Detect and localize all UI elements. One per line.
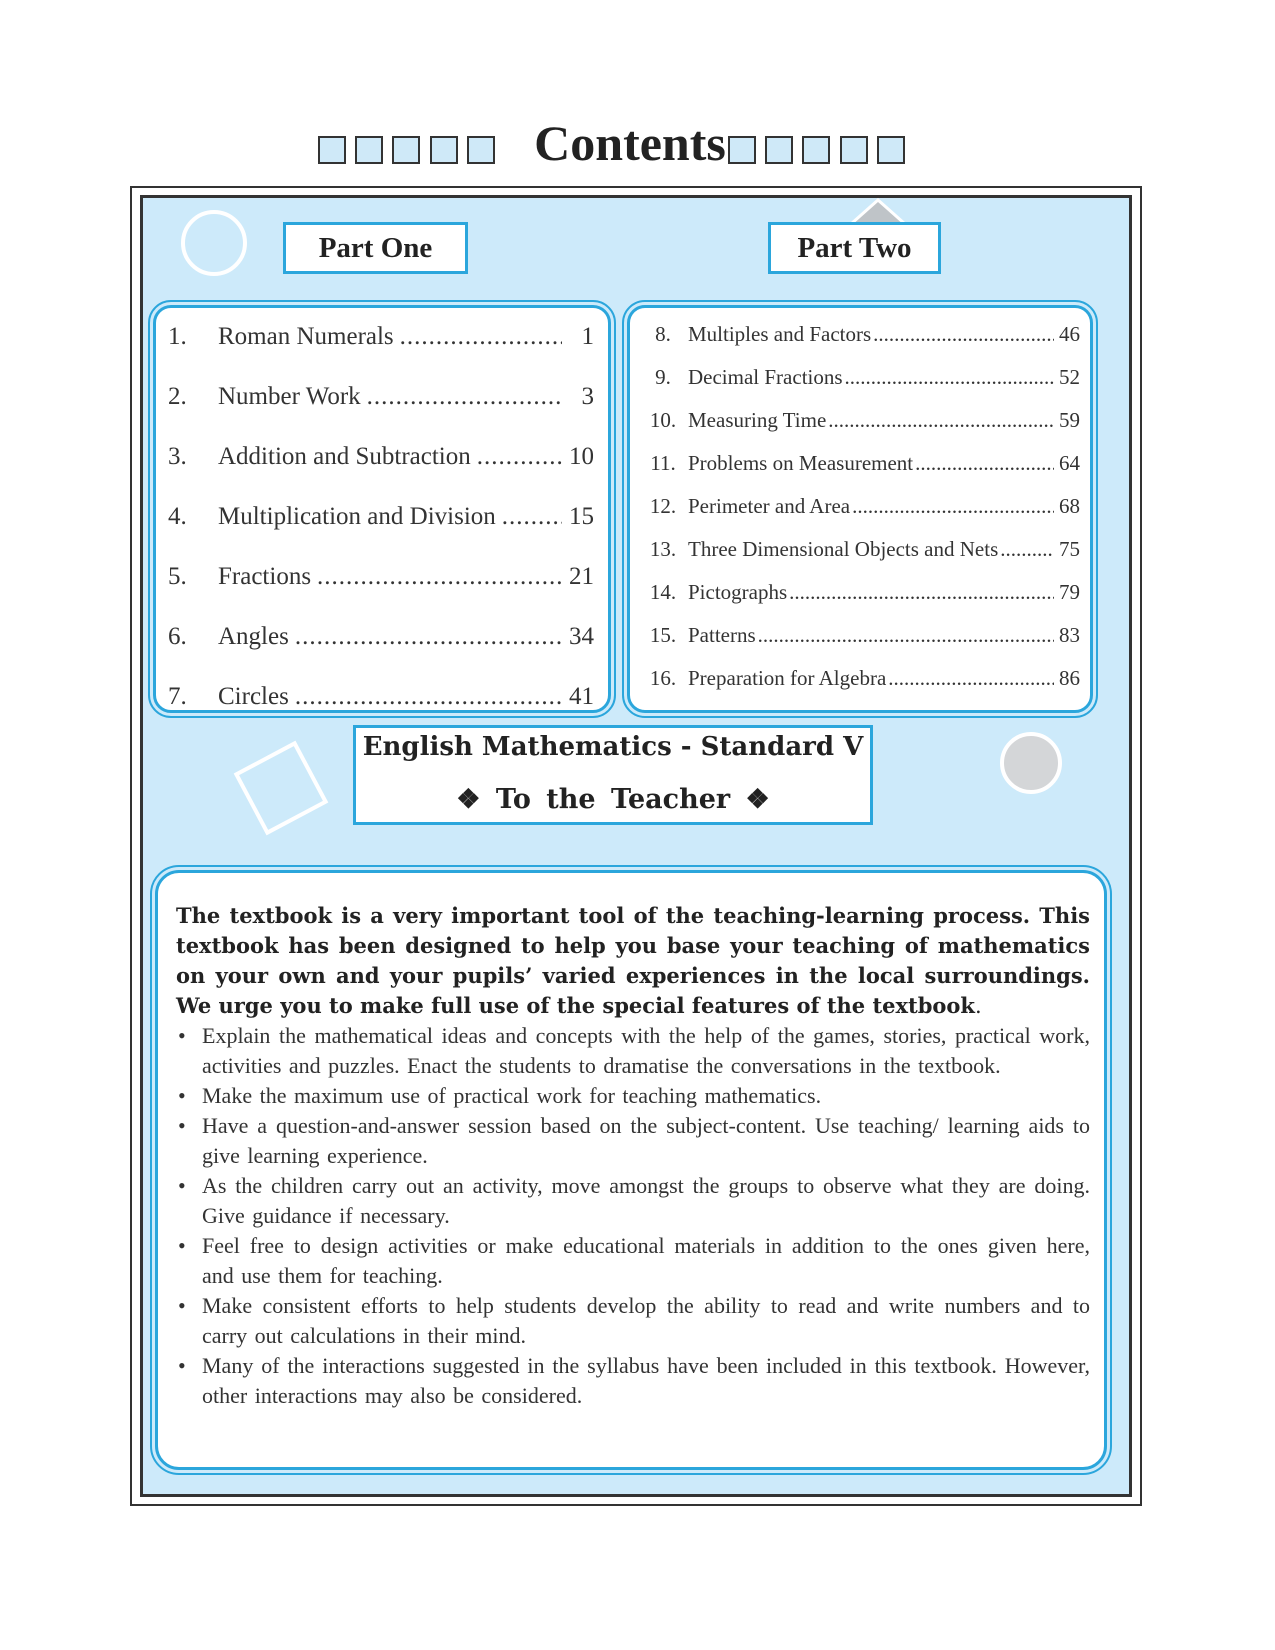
contents-item[interactable]: 3. Addition and Subtraction ..... 10 [168,443,594,483]
title-square [877,136,905,164]
contents-item[interactable]: 10. Measuring Time ..... 59 [638,408,1080,442]
contents-item[interactable]: 15. Patterns ..... 83 [638,623,1080,657]
contents-item[interactable]: 13. Three Dimensional Objects and Nets ..... 75 [638,537,1080,571]
list-item: • Many of the interactions suggested in the syllabus have been included in this textbook. However, other interactions may also be considered. [178,1353,1090,1408]
list-item: • Feel free to design activities or make educational materials in addition to the ones given here, and use them for teaching. [178,1233,1090,1288]
title-square [802,136,830,164]
title-square [392,136,420,164]
title-square [318,136,346,164]
contents-item[interactable]: 11. Problems on Measurement ..... 64 [638,451,1080,485]
title-row [0,115,1275,178]
page-title: Contents [534,115,726,171]
part-one-contents [153,305,611,713]
list-item: • Make the maximum use of practical work for teaching mathematics. [178,1083,822,1108]
list-item: • Have a question-and-answer session based on the subject-content. Use teaching/ learning aids to give learning experience. [178,1113,1090,1168]
contents-item[interactable]: 9. Decimal Fractions ..... 52 [638,365,1080,399]
decorative-circle [181,210,247,276]
contents-item[interactable]: 1. Roman Numerals ..... 1 [168,323,594,363]
teacher-intro: The textbook is a very important tool of the teaching-learning process. This textbook has been designed to help you base your teaching of mathematics on your own and your pupils’ varied experiences in the local surroundings. We urge you to make full use of the special features of the textbook. [176,903,1090,1018]
section-title: ❖ To the Teacher ❖ [456,784,770,815]
teacher-bullet-list [176,1021,1090,1411]
contents-item[interactable]: 12. Perimeter and Area ..... 68 [638,494,1080,528]
list-item: • As the children carry out an activity, move amongst the groups to observe what they are doing. Give guidance if necessary. [178,1173,1090,1228]
title-square [765,136,793,164]
decorative-circle-grey [1000,732,1062,794]
title-square [728,136,756,164]
title-square [467,136,495,164]
part-two-heading: Part Two [768,222,941,274]
contents-item[interactable]: 14. Pictographs ..... 79 [638,580,1080,614]
book-name: English Mathematics - Standard V [362,732,864,762]
teacher-notes-panel [155,870,1107,1470]
contents-item[interactable]: 4. Multiplication and Division ..... 15 [168,503,594,543]
contents-item[interactable]: 7. Circles ..... 41 [168,683,594,723]
title-square [840,136,868,164]
contents-item[interactable]: 8. Multiples and Factors ..... 46 [638,322,1080,356]
list-item: • Make consistent efforts to help students develop the ability to read and write numbers and to carry out calculations in their mind. [178,1293,1090,1348]
book-title-box [353,725,873,825]
decorative-square [234,741,329,836]
title-square [355,136,383,164]
contents-item[interactable]: 2. Number Work ..... 3 [168,383,594,423]
title-square [430,136,458,164]
contents-item[interactable]: 6. Angles ..... 34 [168,623,594,663]
list-item: • Explain the mathematical ideas and concepts with the help of the games, stories, practical work, activities and puzzles. Enact the students to dramatise the conversations in the textbook. [178,1023,1090,1078]
contents-item[interactable]: 16. Preparation for Algebra ..... 86 [638,666,1080,700]
part-one-heading: Part One [283,222,468,274]
contents-item[interactable]: 5. Fractions ..... 21 [168,563,594,603]
part-two-contents [627,305,1093,713]
